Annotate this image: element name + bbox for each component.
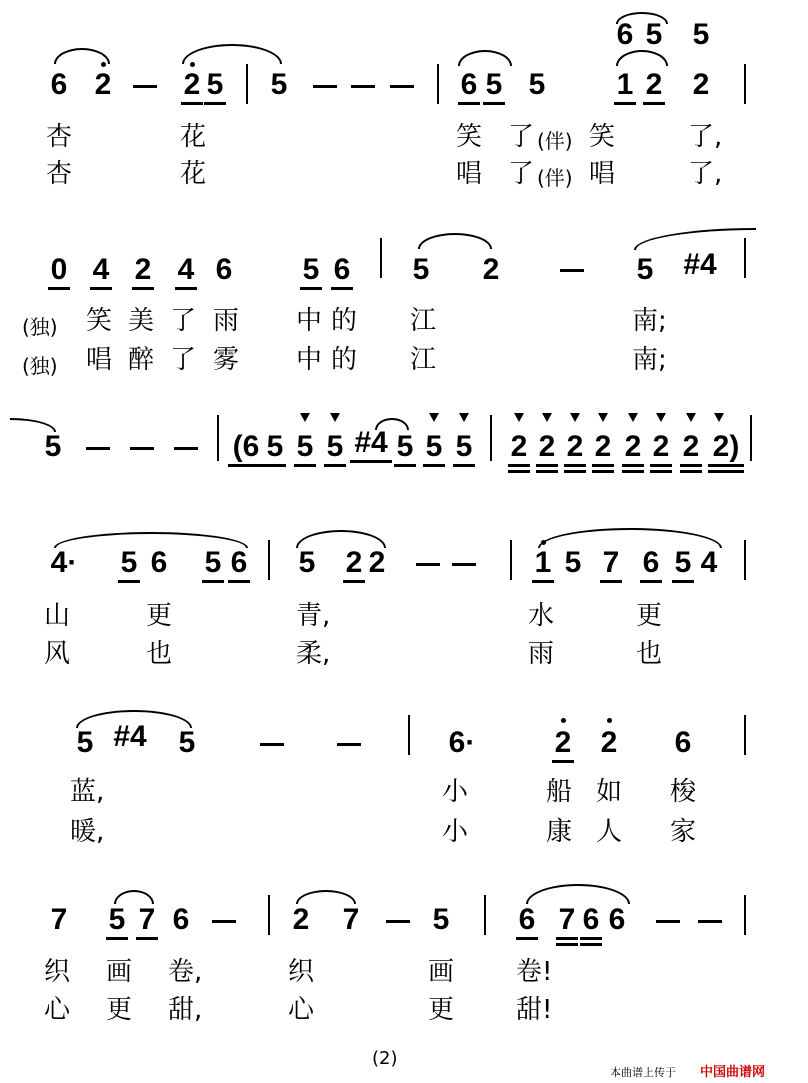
lyric: 风 bbox=[44, 639, 71, 669]
barline bbox=[744, 895, 746, 935]
lyric: 小 bbox=[442, 817, 469, 847]
lyric: 蓝, bbox=[70, 777, 105, 807]
lyric: 笑 bbox=[456, 122, 483, 152]
dash bbox=[560, 269, 584, 272]
dash bbox=[386, 920, 410, 923]
note: 6· bbox=[448, 726, 476, 759]
note: 5 bbox=[300, 255, 322, 285]
note: 6 bbox=[516, 905, 538, 935]
lyric: 杏 bbox=[46, 159, 73, 189]
lyric: 画 bbox=[106, 957, 133, 987]
barline bbox=[437, 64, 439, 104]
note: 7 bbox=[50, 903, 68, 936]
note: 5 bbox=[298, 546, 316, 579]
note: 4 bbox=[175, 255, 197, 285]
lyric: 花 bbox=[180, 122, 207, 152]
note: 6 bbox=[674, 726, 692, 759]
note: 5 bbox=[645, 18, 663, 51]
lyric: 美 bbox=[128, 306, 155, 336]
note: 5 bbox=[692, 18, 710, 51]
dash bbox=[351, 85, 375, 88]
lyric: 醉 bbox=[128, 345, 155, 375]
lyric: 甜! bbox=[516, 995, 553, 1025]
note: 6 bbox=[640, 548, 662, 578]
note: 2 bbox=[536, 432, 558, 462]
note: (6 bbox=[228, 432, 264, 462]
note: #4 bbox=[683, 248, 717, 281]
lyric: 如 bbox=[596, 777, 623, 807]
note: 7 bbox=[600, 548, 622, 578]
lyric: 船 bbox=[546, 777, 573, 807]
lyric: 了 bbox=[508, 159, 535, 189]
note: 2 bbox=[343, 548, 365, 578]
accent-mark bbox=[570, 413, 580, 422]
accent-mark bbox=[686, 413, 696, 422]
lyric: 暖, bbox=[70, 817, 105, 847]
lyric: 更 bbox=[428, 995, 455, 1025]
dash bbox=[313, 85, 337, 88]
lyric: 柔, bbox=[296, 639, 331, 669]
dash bbox=[130, 447, 154, 450]
note: 4 bbox=[700, 546, 718, 579]
lyric: 江 bbox=[410, 345, 437, 375]
lyric: 小 bbox=[442, 777, 469, 807]
note: 0 bbox=[48, 255, 70, 285]
note: 7 bbox=[556, 905, 578, 935]
note: 5 bbox=[270, 68, 288, 101]
note: 5 bbox=[76, 726, 94, 759]
accent-mark bbox=[429, 413, 439, 422]
note: 2 bbox=[650, 432, 672, 462]
note: 5 bbox=[483, 70, 505, 100]
lyric: 水 bbox=[528, 601, 555, 631]
lyric: 雾 bbox=[213, 345, 240, 375]
barline bbox=[510, 540, 512, 580]
lyric-aside: (独) bbox=[22, 315, 58, 339]
note: 6 bbox=[458, 70, 480, 100]
note: 2 bbox=[552, 728, 574, 758]
lyric: 人 bbox=[596, 817, 623, 847]
dash bbox=[86, 447, 110, 450]
note: 7 bbox=[342, 903, 360, 936]
note: 5 bbox=[118, 548, 140, 578]
note: 2 bbox=[622, 432, 644, 462]
note: 5 bbox=[432, 903, 450, 936]
accent-mark bbox=[628, 413, 638, 422]
note: #4 bbox=[113, 720, 147, 753]
barline bbox=[408, 715, 410, 755]
lyric: 江 bbox=[410, 306, 437, 336]
note: 6 bbox=[50, 68, 68, 101]
note: 5 bbox=[202, 548, 224, 578]
dash bbox=[698, 920, 722, 923]
note: 5 bbox=[44, 430, 62, 463]
note: 2 bbox=[508, 432, 530, 462]
note: 5 bbox=[423, 432, 445, 462]
note: 4 bbox=[90, 255, 112, 285]
high-dot bbox=[190, 62, 195, 67]
dash bbox=[174, 447, 198, 450]
lyric: 的 bbox=[331, 345, 358, 375]
dash bbox=[390, 85, 414, 88]
lyric-aside: (伴) bbox=[537, 129, 573, 153]
accent-mark bbox=[598, 413, 608, 422]
dash bbox=[452, 563, 476, 566]
slur bbox=[296, 890, 356, 904]
accent-mark bbox=[656, 413, 666, 422]
lyric: 梭 bbox=[670, 777, 697, 807]
high-dot bbox=[541, 540, 546, 545]
note: 5 bbox=[204, 70, 226, 100]
lyric: 织 bbox=[44, 957, 71, 987]
note: 6 bbox=[228, 548, 250, 578]
lyric: 更 bbox=[146, 601, 173, 631]
accent-mark bbox=[514, 413, 524, 422]
note: 2 bbox=[181, 70, 203, 100]
note: 4· bbox=[50, 546, 78, 579]
slur bbox=[418, 233, 492, 249]
note: 2 bbox=[643, 70, 665, 100]
lyric: 康 bbox=[546, 817, 573, 847]
note: 1 bbox=[614, 70, 636, 100]
lyric: 也 bbox=[146, 639, 173, 669]
lyric: 卷, bbox=[168, 957, 203, 987]
lyric: 卷! bbox=[516, 957, 553, 987]
high-dot bbox=[561, 718, 566, 723]
note: 2 bbox=[592, 432, 614, 462]
note: 5 bbox=[178, 726, 196, 759]
slur bbox=[634, 228, 756, 250]
slur bbox=[616, 50, 668, 66]
note: 5 bbox=[394, 432, 416, 462]
site-logo[interactable]: 中国曲谱网 bbox=[700, 1065, 766, 1080]
lyric: 心 bbox=[44, 995, 71, 1025]
dash bbox=[133, 85, 157, 88]
note: 2 bbox=[600, 726, 618, 759]
lyric: 南; bbox=[632, 306, 667, 336]
lyric: 笑 bbox=[86, 306, 113, 336]
note: 2) bbox=[708, 432, 744, 462]
lyric: 南; bbox=[632, 345, 667, 375]
lyric: 的 bbox=[331, 306, 358, 336]
note: 5 bbox=[264, 432, 286, 462]
note: 5 bbox=[564, 546, 582, 579]
lyric: 了, bbox=[688, 159, 723, 189]
lyric: 雨 bbox=[528, 639, 555, 669]
barline bbox=[246, 64, 248, 104]
lyric: 笑 bbox=[589, 122, 616, 152]
lyric: 甜, bbox=[168, 995, 203, 1025]
lyric: 青, bbox=[296, 601, 331, 631]
note: 2 bbox=[94, 68, 112, 101]
dash bbox=[260, 743, 284, 746]
barline bbox=[490, 415, 492, 461]
lyric: 了 bbox=[170, 306, 197, 336]
page-number: (2) bbox=[372, 1048, 398, 1069]
lyric-aside: (独) bbox=[22, 354, 58, 378]
note: 5 bbox=[672, 548, 694, 578]
note: 5 bbox=[636, 253, 654, 286]
barline bbox=[744, 64, 746, 104]
lyric: 画 bbox=[428, 957, 455, 987]
note: 6 bbox=[580, 905, 602, 935]
barline bbox=[217, 415, 219, 461]
barline bbox=[744, 238, 746, 278]
upload-credit: 本曲谱上传于 bbox=[610, 1066, 676, 1079]
note: #4 bbox=[350, 428, 392, 458]
barline bbox=[484, 895, 486, 935]
note: 6 bbox=[172, 903, 190, 936]
note: 6 bbox=[215, 253, 233, 286]
lyric: 唱 bbox=[86, 345, 113, 375]
note: 5 bbox=[324, 432, 346, 462]
lyric: 唱 bbox=[456, 159, 483, 189]
note: 1 bbox=[532, 548, 554, 578]
note: 5 bbox=[294, 432, 316, 462]
slur bbox=[182, 44, 282, 64]
note: 2 bbox=[564, 432, 586, 462]
barline bbox=[744, 540, 746, 580]
high-dot bbox=[101, 62, 106, 67]
lyric: 中 bbox=[296, 345, 323, 375]
lyric: 也 bbox=[636, 639, 663, 669]
lyric: 山 bbox=[44, 601, 71, 631]
note: 6 bbox=[331, 255, 353, 285]
slur bbox=[538, 528, 722, 548]
lyric: 更 bbox=[636, 601, 663, 631]
note: 5 bbox=[412, 253, 430, 286]
barline bbox=[744, 715, 746, 755]
note: 2 bbox=[482, 253, 500, 286]
dash bbox=[416, 563, 440, 566]
note: 7 bbox=[136, 905, 158, 935]
lyric: 雨 bbox=[213, 306, 240, 336]
lyric: 了, bbox=[688, 122, 723, 152]
lyric-aside: (伴) bbox=[537, 166, 573, 190]
lyric: 心 bbox=[288, 995, 315, 1025]
barline bbox=[750, 415, 752, 461]
slur bbox=[114, 890, 154, 904]
note: 6 bbox=[150, 546, 168, 579]
note: 2 bbox=[368, 546, 386, 579]
note: 5 bbox=[453, 432, 475, 462]
lyric: 中 bbox=[296, 306, 323, 336]
lyric: 家 bbox=[670, 817, 697, 847]
accent-mark bbox=[330, 413, 340, 422]
lyric: 更 bbox=[106, 995, 133, 1025]
barline bbox=[380, 238, 382, 278]
barline bbox=[268, 895, 270, 935]
note: 2 bbox=[132, 255, 154, 285]
note: 5 bbox=[528, 68, 546, 101]
lyric: 了 bbox=[170, 345, 197, 375]
dash bbox=[656, 920, 680, 923]
accent-mark bbox=[714, 413, 724, 422]
note: 2 bbox=[692, 68, 710, 101]
dash bbox=[337, 743, 361, 746]
lyric: 唱 bbox=[589, 159, 616, 189]
high-dot bbox=[607, 718, 612, 723]
lyric: 织 bbox=[288, 957, 315, 987]
accent-mark bbox=[542, 413, 552, 422]
slur bbox=[458, 50, 512, 66]
lyric: 了 bbox=[508, 122, 535, 152]
barline bbox=[268, 540, 270, 580]
dash bbox=[212, 920, 236, 923]
note: 6 bbox=[608, 903, 626, 936]
note: 5 bbox=[106, 905, 128, 935]
slur bbox=[526, 884, 630, 904]
accent-mark bbox=[300, 413, 310, 422]
slur bbox=[616, 12, 668, 24]
lyric: 杏 bbox=[46, 122, 73, 152]
note: 6 bbox=[616, 18, 634, 51]
note: 2 bbox=[292, 903, 310, 936]
note: 2 bbox=[680, 432, 702, 462]
accent-mark bbox=[459, 413, 469, 422]
lyric: 花 bbox=[180, 159, 207, 189]
